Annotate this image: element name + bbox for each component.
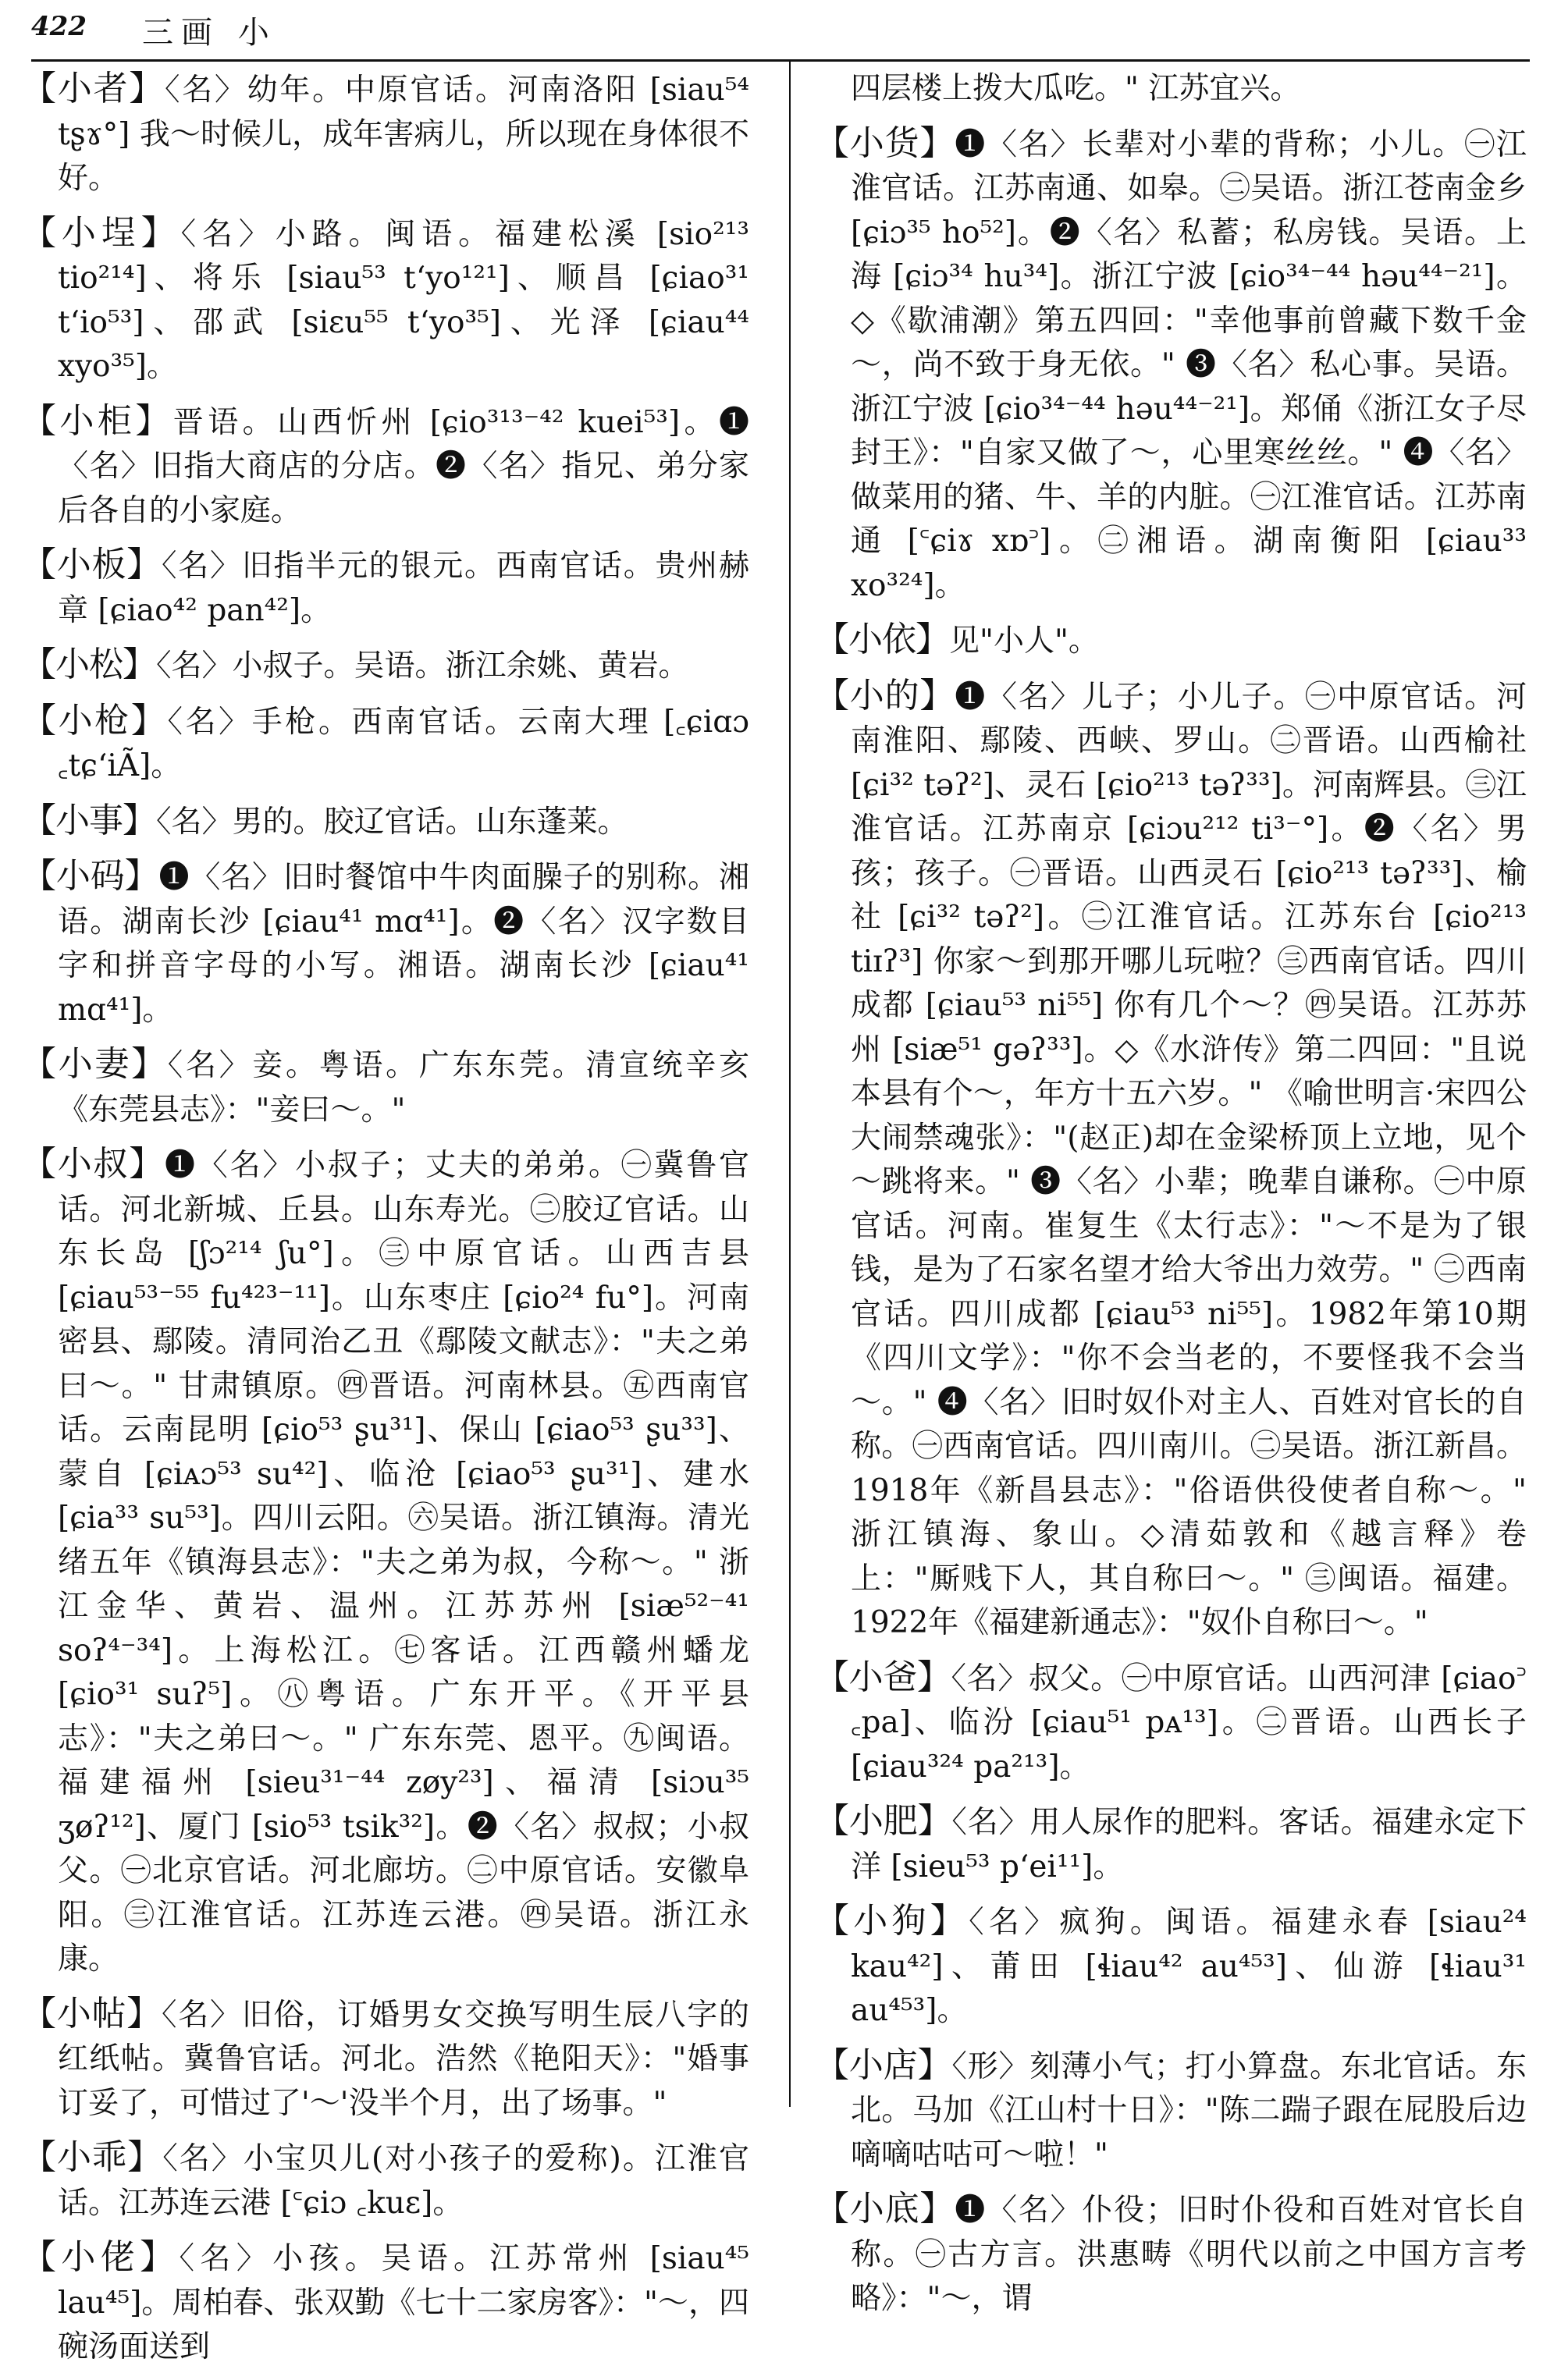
dictionary-entry <box>22 2236 749 2370</box>
entry-definition: 〈形〉刻薄小气；打小算盘。东北官话。东北。马加《江山村十日》："陈二踹子跟在屁股后边嘀嘀咕咕可～啦！" <box>851 2048 1527 2172</box>
dictionary-entry <box>815 674 1527 1646</box>
entry-definition: 〈名〉小路。闽语。福建松溪 [sio²¹³ tio²¹⁴]、将乐 [siau⁵³ tʻyo¹²¹]、顺昌 [ɕiao³¹ tʻio⁵³]、邵武 [siɛu⁵⁵ tʻyo³⁵]、光泽 [ɕiau⁴⁴ xyo³⁵]。 <box>58 216 750 384</box>
entry-definition: ❶〈名〉长辈对小辈的背称；小儿。㊀江淮官话。江苏南通、如皋。㊁吴语。浙江苍南金乡 [ɕiɔ³⁵ ho⁵²]。❷〈名〉私蓄；私房钱。吴语。上海 [ɕiɔ³⁴ hu³⁴]。浙江宁波 [ɕio³⁴⁻⁴⁴ həu⁴⁴⁻²¹]。◇《歇浦潮》第五四回："幸他事前曾藏下数千金～，尚不致于身无依。" ❸〈名〉私心事。吴语。浙江宁波 [ɕio³⁴⁻⁴⁴ həu⁴⁴⁻²¹]。郑俑《浙江女子尽封王》："自家又做了～，心里寒丝丝。" ❹〈名〉做菜用的猪、牛、羊的内脏。㊀江淮官话。江苏南通 [꜂ɕiɤ xɒ꜄]。㊁湘语。湖南衡阳 [ɕiau³³ xo³²⁴]。 <box>851 126 1527 603</box>
entry-headword: 【小肥】 <box>815 1801 952 1841</box>
entry-headword: 【小妻】 <box>22 1044 168 1084</box>
entry-headword: 【小板】 <box>22 545 162 584</box>
entry-definition: 见"小人"。 <box>949 623 1099 659</box>
entry-headword: 【小依】 <box>815 620 949 659</box>
dictionary-entry <box>815 1899 1527 2034</box>
entry-definition: 〈名〉用人尿作的肥料。客话。福建永定下洋 [sieu⁵³ pʻei¹¹]。 <box>851 1805 1527 1884</box>
entry-definition: 〈名〉旧指半元的银元。西南官话。贵州赫章 [ɕiao⁴² pan⁴²]。 <box>58 549 749 628</box>
entry-definition: 〈名〉男的。胶辽官话。山东蓬莱。 <box>156 804 628 840</box>
entry-definition: ❶〈名〉仆役；旧时仆役和百姓对官长自称。㊀古方言。洪惠畴《明代以前之中国方言考略》："～，谓 <box>851 2193 1527 2316</box>
dictionary-entry <box>815 1656 1527 1790</box>
dictionary-entry <box>22 211 749 389</box>
entry-definition: 〈名〉叔父。㊀中原官话。山西河津 [ɕiao꜄ ꜀pa]、临汾 [ɕiau⁵¹ pᴀ¹³]。㊁晋语。山西长子 [ɕiau³²⁴ pa²¹³]。 <box>851 1661 1527 1785</box>
entry-headword: 【小佬】 <box>22 2237 180 2277</box>
entry-definition: ❶〈名〉旧时餐馆中牛肉面臊子的别称。湘语。湖南长沙 [ɕiau⁴¹ mɑ⁴¹]。❷〈名〉汉字数目字和拼音字母的小写。湘语。湖南长沙 [ɕiau⁴¹ mɑ⁴¹]。 <box>58 860 749 1028</box>
page-number: 422 <box>31 11 87 42</box>
entry-definition: 〈名〉旧俗，订婚男女交换写明生辰八字的红纸帖。冀鲁官话。河北。浩然《艳阳天》："婚事订妥了，可惜过了'～'没半个月，出了场事。" <box>58 1997 749 2121</box>
entry-definition: 〈名〉小孩。吴语。江苏常州 [siau⁴⁵ lau⁴⁵]。周柏春、张双勤《七十二家房客》："～，四碗汤面送到 <box>58 2241 749 2364</box>
entry-headword: 【小者】 <box>22 69 165 108</box>
dictionary-entry <box>22 799 749 845</box>
right-column <box>815 67 1527 2332</box>
entry-headword: 【小柜】 <box>22 400 173 441</box>
dictionary-entry <box>815 2187 1527 2321</box>
entry-headword: 【小货】 <box>815 123 955 163</box>
entry-headword: 【小乖】 <box>22 2137 163 2177</box>
entry-headword: 【小底】 <box>815 2189 955 2229</box>
dictionary-entry <box>22 67 749 201</box>
entry-headword: 【小事】 <box>22 800 156 840</box>
entry-headword: 【小的】 <box>815 675 955 716</box>
entry-definition: ❶〈名〉小叔子；丈夫的弟弟。㊀冀鲁官话。河北新城、丘县。山东寿光。㊁胶辽官话。山东长岛 [ʃɔ²¹⁴ ʃu°]。㊂中原官话。山西吉县 [ɕiau⁵³⁻⁵⁵ fu⁴²³⁻¹¹]。山东枣庄 [ɕio²⁴ fu°]。河南密县、鄢陵。清同治乙丑《鄢陵文献志》："夫之弟曰～。" 甘肃镇原。㊃晋语。河南林县。㊄西南官话。云南昆明 [ɕio⁵³ ʂu³¹]、保山 [ɕiao⁵³ ʂu³³]、蒙自 [ɕiᴀɔ⁵³ su⁴²]、临沧 [ɕiao⁵³ ʂu³¹]、建水 [ɕia³³ su⁵³]。四川云阳。㊅吴语。浙江镇海。清光绪五年《镇海县志》："夫之弟为叔，今称～。" 浙江金华、黄岩、温州。江苏苏州 [siæ⁵²⁻⁴¹ soʔ⁴⁻³⁴]。上海松江。㊆客话。江西赣州蟠龙 [ɕio³¹ suʔ⁵]。㊇粤语。广东开平。《开平县志》："夫之弟曰～。" 广东东莞、恩平。㊈闽语。福建福州 [sieu³¹⁻⁴⁴ zøy²³]、福清 [siɔu³⁵ ʒøʔ¹²]、厦门 [sio⁵³ tsik³²]。❷〈名〉叔叔；小叔父。㊀北京官话。河北廊坊。㊁中原官话。安徽阜阳。㊂江淮官话。江苏连云港。㊃吴语。浙江永康。 <box>58 1148 749 1977</box>
entry-definition: 晋语。山西忻州 [ɕio³¹³⁻⁴² kuei⁵³]。❶〈名〉旧指大商店的分店。❷〈名〉指兄、弟分家后各自的小家庭。 <box>58 404 749 528</box>
entry-headword: 【小松】 <box>22 645 156 684</box>
section-title: 三画 小 <box>142 15 277 51</box>
header-rule <box>31 59 1530 62</box>
entry-headword: 【小埕】 <box>22 212 181 253</box>
dictionary-entry <box>22 1992 749 2126</box>
dictionary-entry <box>22 854 749 1032</box>
dictionary-entry <box>22 400 749 534</box>
entry-definition: 〈名〉妾。粤语。广东东莞。清宣统辛亥《东莞县志》："妾曰～。" <box>58 1048 749 1128</box>
entry-definition: 〈名〉疯狗。闽语。福建永春 [siau²⁴ kau⁴²]、莆田 [ɬiau⁴² au⁴⁵³]、仙游 [ɬiau³¹ au⁴⁵³]。 <box>851 1905 1527 2028</box>
entry-headword: 【小店】 <box>815 2044 952 2085</box>
dictionary-entry <box>815 122 1527 609</box>
entry-headword: 【小爸】 <box>815 1657 951 1697</box>
entry-headword: 【小狗】 <box>815 1901 969 1941</box>
entry-definition: 〈名〉小宝贝儿(对小孩子的爱称)。江淮官话。江苏连云港 [꜂ɕiɔ ꜀kuɛ]。 <box>58 2141 749 2221</box>
entry-headword: 【小帖】 <box>22 1993 162 2034</box>
entry-headword: 【小码】 <box>22 856 159 896</box>
entry-definition: ❶〈名〉儿子；小儿子。㊀中原官话。河南淮阳、鄢陵、西峡、罗山。㊁晋语。山西榆社 [ɕi³² təʔ²]、灵石 [ɕio²¹³ təʔ³³]。河南辉县。㊂江淮官话。江苏南京 [ɕiɔu²¹² ti³⁻°]。❷〈名〉男孩；孩子。㊀晋语。山西灵石 [ɕio²¹³ təʔ³³]、榆社 [ɕi³² təʔ²]。㊁江淮官话。江苏东台 [ɕio²¹³ tiɪʔ³] 你家～到那开哪儿玩啦？㊂西南官话。四川成都 [ɕiau⁵³ ni⁵⁵] 你有几个～？㊃吴语。江苏苏州 [siæ⁵¹ gəʔ³³]。◇《水浒传》第二四回："且说本县有个～，年方十五六岁。" 《喻世明言·宋四公大闹禁魂张》："(赵正)却在金梁桥顶上立地，见个～跳将来。" ❸〈名〉小辈；晚辈自谦称。㊀中原官话。河南。崔复生《太行志》："～不是为了银钱，是为了石家名望才给大爷出力效劳。" ㊁西南官话。四川成都 [ɕiau⁵³ ni⁵⁵]。1982年第10期《四川文学》："你不会当老的，不要怪我不会当～。" ❹〈名〉旧时奴仆对主人、百姓对官长的自称。㊀西南官话。四川南川。㊁吴语。浙江新昌。1918年《新昌县志》："俗语供役使者自称～。" 浙江镇海、象山。◇清茹敦和《越言释》卷上："厮贱下人，其自称曰～。" ㊂闽语。福建。1922年《福建新通志》："奴仆自称曰～。" <box>851 679 1527 1640</box>
entry-headword: 【小枪】 <box>22 700 168 741</box>
entry-continuation: 四层楼上拨大瓜吃。" 江苏宜兴。 <box>851 71 1301 106</box>
dictionary-entry <box>815 1799 1527 1889</box>
dictionary-entry <box>22 643 749 689</box>
left-column <box>22 67 749 2380</box>
entry-definition: 〈名〉手枪。西南官话。云南大理 [꜀ɕiɑɔ ꜀tɕʻiÃ]。 <box>58 704 749 783</box>
entry-definition: 〈名〉幼年。中原官话。河南洛阳 [siau⁵⁴ tʂɤ°] 我～时候儿，成年害病儿，所以现在身体很不好。 <box>58 73 749 196</box>
dictionary-entry <box>22 1142 749 1982</box>
dictionary-entry <box>815 618 1527 664</box>
dictionary-entry <box>22 543 749 633</box>
dictionary-entry <box>22 699 749 789</box>
entry-definition: 〈名〉小叔子。吴语。浙江余姚、黄岩。 <box>156 648 689 684</box>
column-divider <box>789 61 791 2107</box>
entry-headword: 【小叔】 <box>22 1144 165 1184</box>
dictionary-entry <box>22 1043 749 1132</box>
dictionary-entry <box>815 2044 1527 2178</box>
dictionary-entry <box>22 2136 749 2225</box>
